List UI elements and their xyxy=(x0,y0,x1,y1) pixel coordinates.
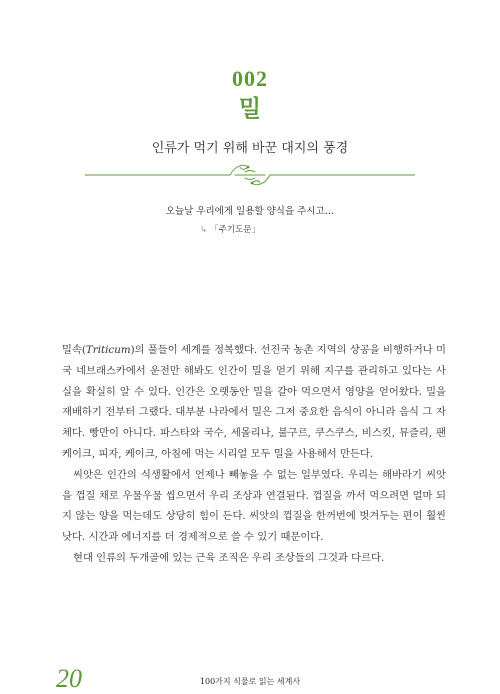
body-paragraph: 씨앗은 인간의 식생활에서 언제나 빼놓을 수 없는 일부였다. 우리는 해바라기 씨앗을 껍질 채로 우물우물 씹으면서 우리 조상과 연결된다. 껍질을 까서 먹으려면 얼마 되지 않는 양을 먹는데도 상당히 힘이 든다. 씨앗의 껍질을 한꺼번에 벗겨두는 편이 훨씬 낫다. 시간과 에너지를 더 경제적으로 쓸 수 있기 때문이다. xyxy=(62,468,446,544)
ornamental-divider xyxy=(85,158,415,192)
epigraph-source-text: 「주기도문」 xyxy=(210,225,260,235)
epigraph-quote: 오늘날 우리에게 일용할 양식을 주시고… xyxy=(165,206,335,217)
running-head: 100가지 식물로 읽는 세계사 xyxy=(199,677,301,686)
body-paragraph: 밀속(Triticum)의 풀들이 세계를 정복했다. 선진국 농촌 지역의 상공을 비행하거나 미국 네브래스카에서 운전만 해봐도 인간이 밀을 얻기 위해 지구를 관리하고 있다는 사실을 확실히 알 수 있다. 인간은 오랫동안 밀을 갈아 먹으면서 영양을 얻어왔다. 밀을 재배하기 전부터 그랬다. 대부분 나라에서 밀은 그저 중요한 음식이 아니라 음식 그 자체다. 빵만이 아니다. 파스타와 국수, 세몰리나, 불구르, 쿠스쿠스, 비스킷, 뮤즐리, 팬케이크, 피자, 케이크, 아침에 먹는 시리얼 모두 밀을 사용해서 만든다. xyxy=(62,344,446,460)
body-paragraph: 현대 인류의 두개골에 있는 근육 조직은 우리 조상들의 그것과 다르다. xyxy=(73,551,385,564)
return-arrow-icon: ↳ xyxy=(200,225,208,235)
scientific-name: Triticum xyxy=(85,344,131,356)
epigraph-source xyxy=(200,223,260,235)
chapter-subtitle: 인류가 먹기 위해 바꾼 대지의 풍경 xyxy=(151,141,349,156)
body-text xyxy=(62,340,446,569)
chapter-number: 002 xyxy=(232,66,268,91)
page-number: 20 xyxy=(56,664,82,693)
chapter-title: 밀 xyxy=(238,95,262,122)
